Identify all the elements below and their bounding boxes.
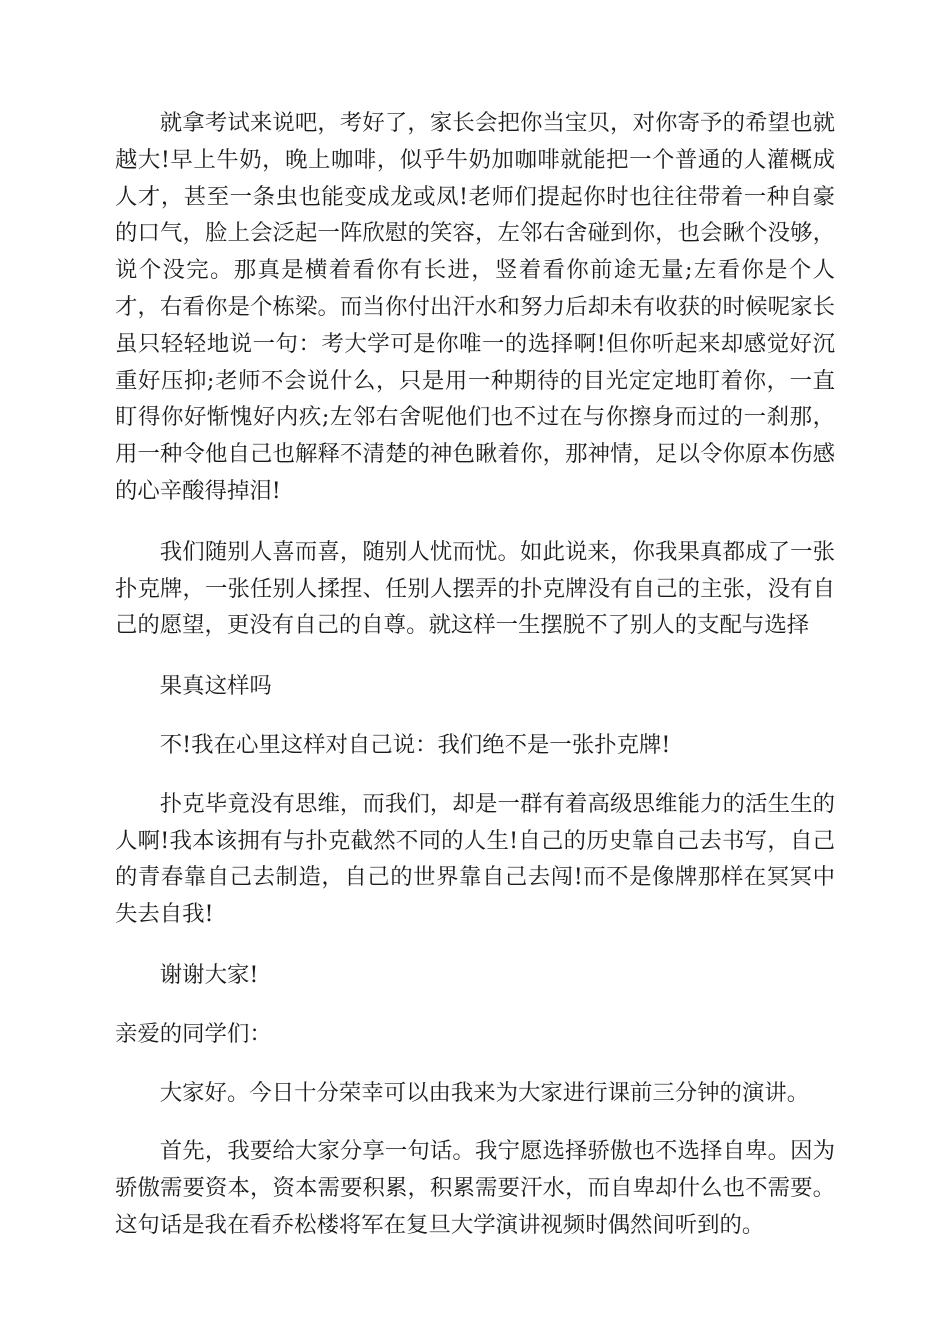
paragraph-quote: 首先，我要给大家分享一句话。我宁愿选择骄傲也不选择自卑。因为骄傲需要资本，资本需要积累，积累需要汗水，而自卑却什么也不需要。这句话是我在看乔松楼将军在复旦大学演讲视频时偶然间听到的。 xyxy=(115,1138,835,1238)
paragraph-thanks: 谢谢大家! xyxy=(159,961,259,988)
paragraph-opening: 大家好。今日十分荣幸可以由我来为大家进行课前三分钟的演讲。 xyxy=(159,1079,810,1106)
paragraph-greeting: 亲爱的同学们： xyxy=(115,1020,272,1047)
document-body xyxy=(115,105,835,1268)
paragraph-exam: 就拿考试来说吧，考好了，家长会把你当宝贝，对你寄予的希望也就越大!早上牛奶，晚上咖啡，似乎牛奶加咖啡就能把一个普通的人灌概成人才，甚至一条虫也能变成龙或凤!老师们提起你时也往往带着一种自豪的口气，脸上会泛起一阵欣慰的笑容，左邻右舍碰到你，也会瞅个没够，说个没完。那真是横着看你有长进，竖着看你前途无量;左看你是个人才，右看你是个栋梁。而当你付出汗水和努力后却未有收获的时候呢家长虽只轻轻地说一句：考大学可是你唯一的选择啊!但你听起来却感觉好沉重好压抑;老师不会说什么，只是用一种期待的目光定定地盯着你，一直盯得你好惭愧好内疚;左邻右舍呢他们也不过在与你擦身而过的一刹那，用一种令他自己也解释不清楚的神色瞅着你，那神情，足以令你原本伤感的心辛酸得掉泪! xyxy=(115,110,835,504)
paragraph-poker-card: 我们随别人喜而喜，随别人忧而忧。如此说来，你我果真都成了一张扑克牌，一张任别人揉捏、任别人摆弄的扑克牌没有自己的主张，没有自己的愿望，更没有自己的自尊。就这样一生摆脱不了别人的支配与选择 xyxy=(115,538,835,639)
paragraph-question: 果真这样吗 xyxy=(159,673,272,700)
paragraph-thinking: 扑克毕竟没有思维，而我们，却是一群有着高级思维能力的活生生的人啊!我本该拥有与扑克截然不同的人生!自己的历史靠自己去书写，自己的青春靠自己去制造，自己的世界靠自己去闯!而不是像牌那样在冥冥中失去自我! xyxy=(115,790,835,928)
paragraph-answer: 不!我在心里这样对自己说：我们绝不是一张扑克牌! xyxy=(159,731,671,758)
